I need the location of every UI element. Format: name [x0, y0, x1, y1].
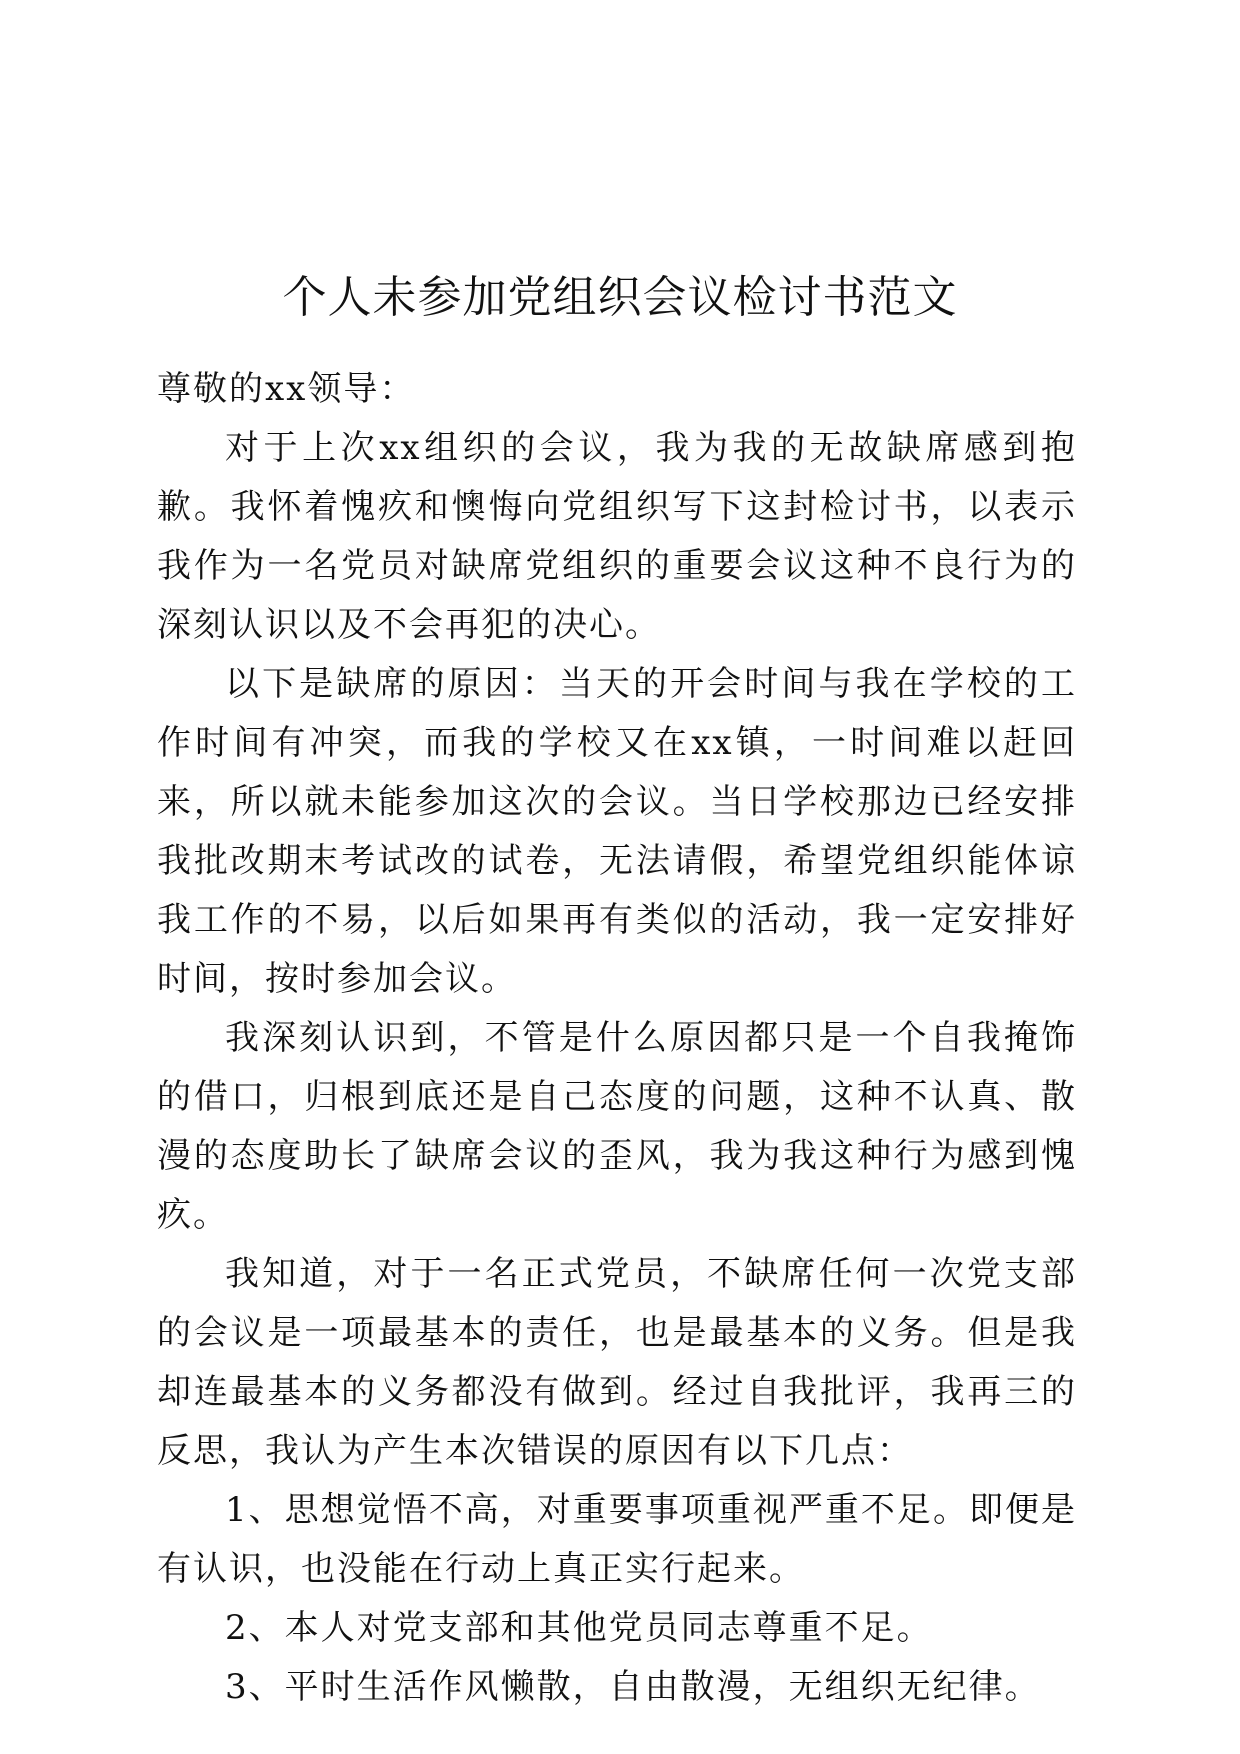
paragraph-reason: 以下是缺席的原因：当天的开会时间与我在学校的工作时间有冲突，而我的学校又在xx镇，一时间难以赶回来，所以就未能参加这次的会议。当日学校那边已经安排我批改期末考试改的试卷，无法请假，希望党组织能体谅我工作的不易，以后如果再有类似的活动，我一定安排好时间，按时参加会议。 [157, 664, 1077, 999]
paragraph-reflection: 我深刻认识到，不管是什么原因都只是一个自我掩饰的借口，归根到底还是自己态度的问题，这种不认真、散漫的态度助长了缺席会议的歪风，我为我这种行为感到愧疚。 [157, 1018, 1077, 1235]
list-item-1: 1、思想觉悟不高，对重要事项重视严重不足。即便是有认识，也没能在行动上真正实行起来。 [157, 1490, 1077, 1589]
document-body [157, 360, 1077, 1717]
list-item-3: 3、平时生活作风懒散，自由散漫，无组织无纪律。 [225, 1667, 1041, 1707]
paragraph-responsibility: 我知道，对于一名正式党员，不缺席任何一次党支部的会议是一项最基本的责任，也是最基本的义务。但是我却连最基本的义务都没有做到。经过自我批评，我再三的反思，我认为产生本次错误的原因有以下几点： [157, 1254, 1077, 1471]
salutation: 尊敬的xx领导： [157, 369, 416, 409]
document-title: 个人未参加党组织会议检讨书范文 [282, 272, 958, 323]
paragraph-apology: 对于上次xx组织的会议，我为我的无故缺席感到抱歉。我怀着愧疚和懊悔向党组织写下这封检讨书，以表示我作为一名党员对缺席党组织的重要会议这种不良行为的深刻认识以及不会再犯的决心。 [157, 428, 1077, 645]
list-item-2: 2、本人对党支部和其他党员同志尊重不足。 [225, 1608, 933, 1648]
